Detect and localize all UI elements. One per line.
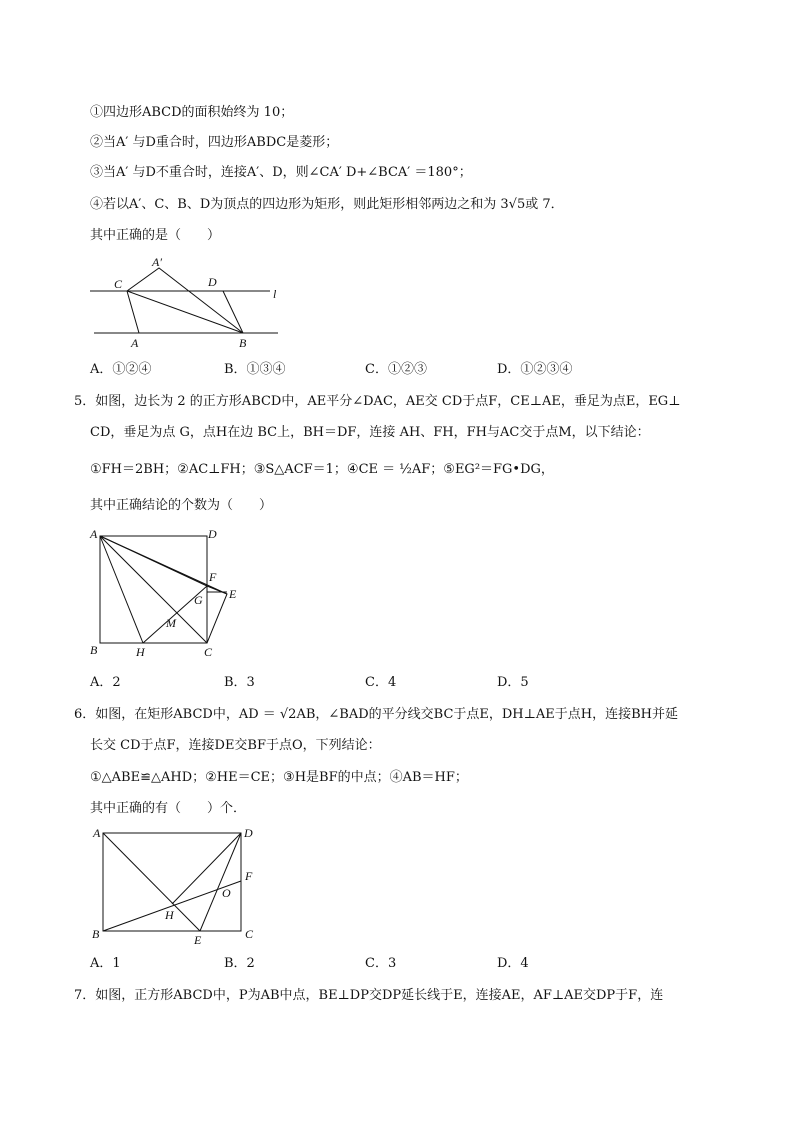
q6-stem-line-2: 长交 CD于点F，连接DE交BF于点O，下列结论： xyxy=(90,738,381,753)
q5-figure xyxy=(88,526,248,661)
q4-statement-3: ③当A′ 与D不重合时，连接A′、D，则∠CA′ D+∠BCA′ ＝180°； xyxy=(90,165,472,180)
q5-prompt: 其中正确结论的个数为（ ） xyxy=(90,498,273,513)
q6-stem-line-1: 6．如图，在矩形ABCD中，AD ＝ √2AB，∠BAD的平分线交BC于点E，DH⊥AE于点H，连接BH并延 xyxy=(74,707,678,722)
q6-label-H: H xyxy=(165,908,174,922)
q6-label-E: E xyxy=(194,933,202,947)
q5-label-H: H xyxy=(136,645,145,659)
q4-option-d[interactable]: D．①②③④ xyxy=(497,362,573,377)
q6-option-c[interactable]: C．3 xyxy=(365,956,397,971)
q4-statement-2: ②当A′ 与D重合时，四边形ABDC是菱形； xyxy=(90,135,339,150)
q6-label-D: D xyxy=(244,826,253,840)
q4-label-D: D xyxy=(208,275,217,289)
q5-label-A: A xyxy=(90,527,98,541)
q5-option-d[interactable]: D．5 xyxy=(497,675,529,690)
q5-label-F: F xyxy=(209,570,217,584)
q4-figure xyxy=(80,250,300,355)
q5-stem-line-2: CD，垂足为点 G，点H在边 BC上，BH＝DF，连接 AH、FH，FH与AC交于点M，以下结论： xyxy=(90,425,650,440)
q4-label-l: l xyxy=(273,287,277,301)
q7-stem-line-1: 7．如图，正方形ABCD中，P为AB中点，BE⊥DP交DP延长线于E，连接AE，AF⊥AE交DP于F，连 xyxy=(74,988,664,1003)
q4-prompt: 其中正确的是（ ） xyxy=(90,228,221,243)
q4-option-a[interactable]: A．①②④ xyxy=(90,362,152,377)
q4-label-C: C xyxy=(114,277,123,291)
q4-label-A: A xyxy=(131,336,139,350)
q6-label-B: B xyxy=(92,927,100,941)
q5-label-E: E xyxy=(229,587,237,601)
q6-option-d[interactable]: D．4 xyxy=(497,956,529,971)
q5-option-b[interactable]: B．3 xyxy=(224,675,255,690)
q5-label-D: D xyxy=(208,527,217,541)
q4-statement-4: ④若以A′、C、B、D为顶点的四边形为矩形，则此矩形相邻两边之和为 3√5或 7． xyxy=(90,197,564,212)
q4-option-b[interactable]: B．①③④ xyxy=(224,362,286,377)
q5-label-C: C xyxy=(204,645,213,659)
q4-option-c[interactable]: C．①②③ xyxy=(365,362,427,377)
q5-conclusions: ①FH＝2BH；②AC⊥FH；③S△ACF＝1；④CE ＝ ½AF；⑤EG²＝FG•DG， xyxy=(90,462,554,477)
q5-label-M: M xyxy=(166,616,176,630)
q5-option-c[interactable]: C．4 xyxy=(365,675,397,690)
q4-label-A1: A′ xyxy=(152,255,162,269)
q4-statement-1: ①四边形ABCD的面积始终为 10； xyxy=(90,105,294,120)
q6-label-O: O xyxy=(222,886,231,900)
q6-prompt: 其中正确的有（ ）个． xyxy=(90,801,247,816)
q5-stem-line-1: 5．如图，边长为 2 的正方形ABCD中，AE平分∠DAC，AE交 CD于点F，CE⊥AE，垂足为点E，EG⊥ xyxy=(74,394,681,409)
q6-conclusions: ①△ABE≌△AHD；②HE＝CE；③H是BF的中点；④AB＝HF； xyxy=(90,770,468,785)
q6-option-a[interactable]: A．1 xyxy=(90,956,121,971)
q6-label-A: A xyxy=(93,826,101,840)
q6-figure xyxy=(88,824,268,950)
q6-label-C: C xyxy=(245,927,254,941)
q6-option-b[interactable]: B．2 xyxy=(224,956,255,971)
q4-label-B: B xyxy=(239,336,247,350)
q5-label-G: G xyxy=(194,593,203,607)
q5-label-B: B xyxy=(90,643,98,657)
q5-option-a[interactable]: A．2 xyxy=(90,675,121,690)
q6-label-F: F xyxy=(245,869,253,883)
